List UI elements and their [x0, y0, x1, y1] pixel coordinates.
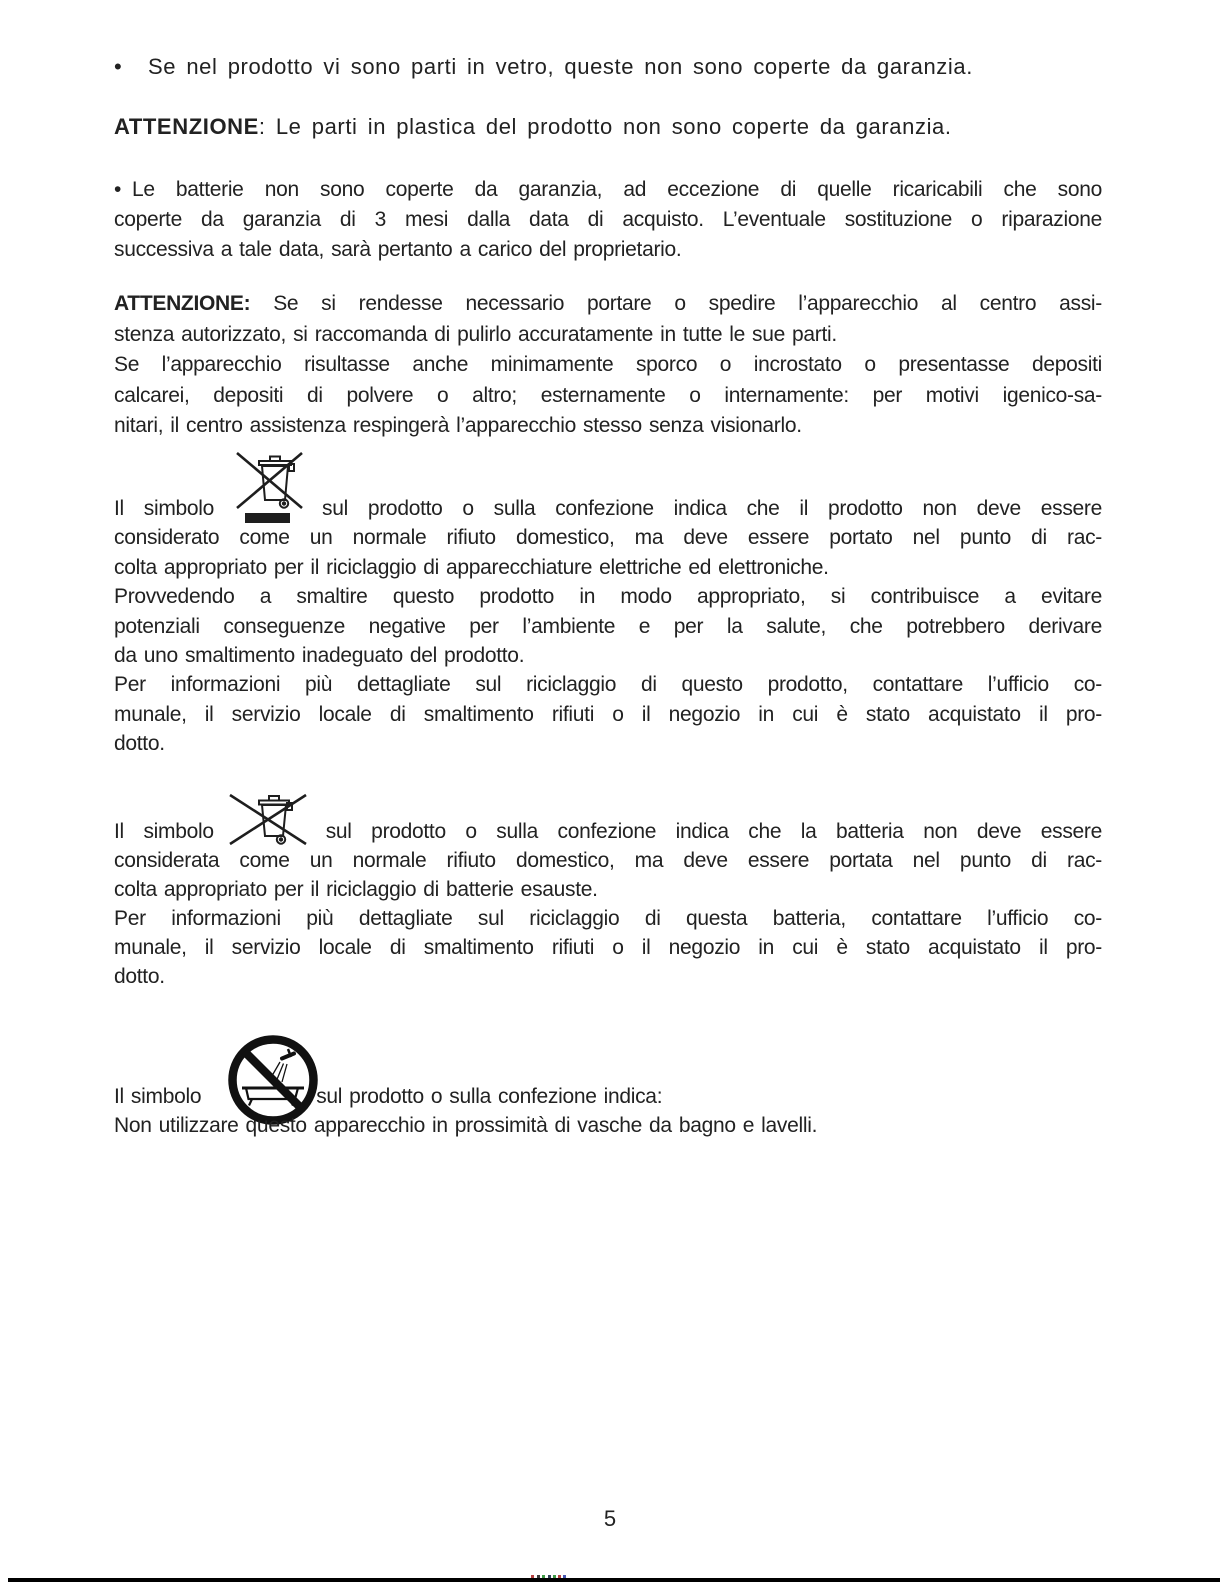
text-line: munale, il servizio locale di smaltimento rifiuti o il negozio in cui è stato acquistato il pro-: [114, 936, 1102, 959]
battery-warranty-paragraph: [114, 175, 1102, 265]
text-line: calcarei, depositi di polvere o altro; esternamente o internamente: per motivi igenico-sa-: [114, 383, 1102, 407]
weee-line: sul prodotto o sulla confezione indica che il prodotto non deve essere: [322, 497, 1103, 520]
registration-speck: [563, 1575, 566, 1578]
text-line: nitari, il centro assistenza respingerà l’apparecchio stesso senza visionarlo.: [114, 414, 802, 437]
text-line: considerato come un normale rifiuto domestico, ma deve essere portato nel punto di rac-: [114, 526, 1102, 550]
registration-speck: [531, 1575, 534, 1578]
plastic-warning-paragraph: [114, 112, 1102, 142]
battery-disposal-paragraph: [114, 817, 1102, 991]
text-line: colta appropriato per il riciclaggio di apparecchiature elettriche ed elettroniche.: [114, 555, 829, 579]
text-line: successiva a tale data, sarà pertanto a carico del proprietario.: [114, 238, 682, 261]
bathtub-line: sul prodotto o sulla confezione indica:: [316, 1085, 663, 1108]
text-line: [114, 1082, 1102, 1111]
text-line: [114, 175, 1102, 205]
text-line: munale, il servizio locale di smaltimento rifiuti o il negozio in cui è stato acquistato il pro-: [114, 702, 1102, 726]
service-warning-line: Se si rendesse necessario portare o spedire l’apparecchio al centro assi-: [250, 292, 1102, 315]
text-line: [114, 52, 1102, 82]
battery-warranty-line: Le batterie non sono coperte da garanzia, ad eccezione di quelle ricaricabili che sono: [132, 178, 1102, 201]
text-line: [114, 112, 1102, 142]
text-line: da uno smaltimento inadeguato del prodotto.: [114, 644, 525, 668]
text-line: coperte da garanzia di 3 mesi dalla data di acquisto. L’eventuale sostituzione o riparazione: [114, 208, 1102, 231]
text-line: Provvedendo a smaltire questo prodotto in modo appropriato, si contribuisce a evitare: [114, 585, 1102, 609]
registration-speck: [542, 1575, 545, 1578]
bullet-icon: •: [114, 178, 122, 201]
battery-line: sul prodotto o sulla confezione indica che la batteria non deve essere: [325, 820, 1102, 843]
text-line: potenziali conseguenze negative per l’ambiente e per la salute, che potrebbero derivare: [114, 614, 1102, 638]
text-line: dotto.: [114, 965, 165, 988]
bathtub-intro: Il simbolo: [114, 1085, 202, 1108]
text-line: colta appropriato per il riciclaggio di batterie esauste.: [114, 878, 598, 901]
text-line: dotto.: [114, 732, 165, 756]
text-line: [114, 289, 1102, 320]
scan-edge-line: [8, 1578, 1220, 1582]
text-line: Per informazioni più dettagliate sul riciclaggio di questo prodotto, contattare l’ufficio co-: [114, 673, 1102, 697]
glass-warranty-paragraph: [114, 52, 1102, 82]
page-number: 5: [603, 1506, 617, 1531]
bullet-icon: •: [114, 54, 123, 79]
text-line: considerata come un normale rifiuto domestico, ma deve essere portata nel punto di rac-: [114, 849, 1102, 872]
weee-paragraph: [114, 494, 1102, 759]
text-line: Se l’apparecchio risultasse anche minimamente sporco o incrostato o presentasse depositi: [114, 353, 1102, 376]
bathtub-warning-paragraph: [114, 1082, 1102, 1140]
glass-warranty-text: Se nel prodotto vi sono parti in vetro, queste non sono coperte da garanzia.: [148, 54, 973, 79]
plastic-warning-text: : Le parti in plastica del prodotto non sono coperte da garanzia.: [258, 114, 952, 139]
service-warning-paragraph: [114, 289, 1102, 442]
text-line: Per informazioni più dettagliate sul riciclaggio di questa batteria, contattare l’ufficio co-: [114, 907, 1102, 930]
attention-label: ATTENZIONE:: [114, 292, 251, 315]
battery-intro: Il simbolo: [114, 820, 214, 843]
registration-speck: [537, 1575, 540, 1578]
weee-intro: Il simbolo: [114, 497, 215, 520]
text-line: [114, 817, 1102, 846]
registration-speck: [558, 1575, 561, 1578]
text-line: Non utilizzare questo apparecchio in prossimità di vasche da bagno e lavelli.: [114, 1114, 818, 1137]
registration-speck: [548, 1575, 551, 1578]
attention-label: ATTENZIONE: [114, 114, 259, 139]
text-line: stenza autorizzato, si raccomanda di pulirlo accuratamente in tutte le sue parti.: [114, 322, 837, 346]
registration-speck: [553, 1575, 556, 1578]
text-line: [114, 494, 1102, 523]
